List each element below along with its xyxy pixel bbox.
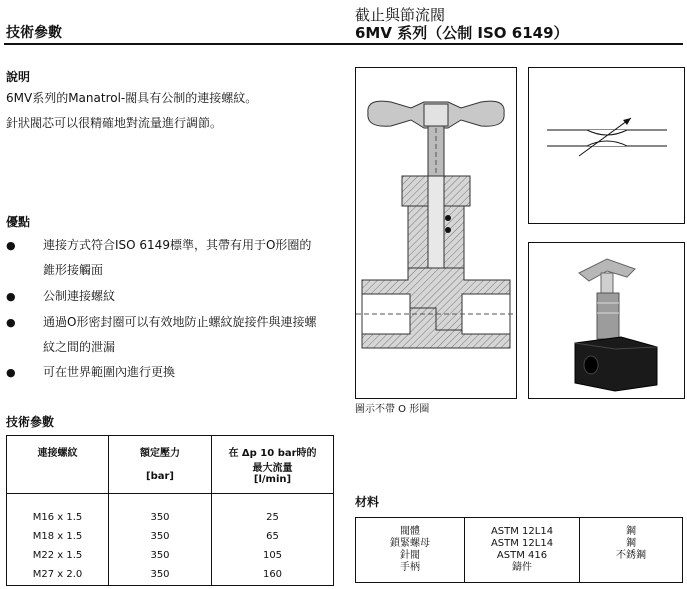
description-line-2: 針狀閥芯可以很精確地對流量進行調節。	[6, 116, 223, 130]
material-spec: ASTM 12L14	[490, 526, 554, 537]
bullet-icon: ●	[6, 290, 16, 303]
bullet-icon: ●	[6, 366, 16, 379]
material-part: 手柄	[400, 562, 420, 573]
table-cell-pressure: 350	[150, 569, 170, 580]
advantage-item: ● 可在世界範圍內進行更換	[0, 360, 345, 385]
col-header-flow-unit: [l/min]	[253, 474, 292, 485]
material-spec: ASTM 416	[496, 550, 548, 561]
table-cell-thread: M16 x 1.5	[32, 512, 83, 523]
product-category: 截止與節流閥	[355, 6, 446, 24]
table-cell-flow: 65	[266, 531, 279, 542]
advantage-item: ● 公制連接螺紋	[0, 284, 345, 309]
product-series-title: 6MV 系列（公制 ISO 6149）	[355, 24, 569, 42]
col-header-flow: 在 Δp 10 bar時的	[228, 448, 317, 459]
material-part: 針閥	[400, 550, 420, 561]
tech-title: 技術參數	[6, 415, 55, 429]
table-cell-thread: M18 x 1.5	[32, 531, 83, 542]
table-cell-pressure: 350	[150, 531, 170, 542]
material-part: 閥體	[400, 526, 420, 537]
figure-caption: 圖示不帶 O 形圈	[355, 404, 430, 415]
material-spec: ASTM 12L14	[490, 538, 554, 549]
table-cell-flow: 25	[266, 512, 279, 523]
throttle-valve-symbol-icon	[529, 68, 684, 223]
hydraulic-symbol-box	[528, 67, 685, 224]
bullet-icon: ●	[6, 239, 16, 252]
page-section-title: 技術參數	[6, 25, 62, 41]
material-part: 鎖緊螺母	[390, 538, 430, 549]
material-type: 鋼	[626, 538, 636, 549]
valve-photo-icon	[529, 243, 684, 398]
materials-table	[355, 517, 683, 583]
description-title: 說明	[6, 70, 31, 84]
valve-section-icon	[356, 68, 516, 398]
description-line-1: 6MV系列的Manatrol-閥具有公制的連接螺紋。	[6, 91, 258, 105]
header-divider	[4, 43, 683, 45]
col-header-pressure-unit: [bar]	[146, 471, 174, 482]
bullet-icon: ●	[6, 316, 16, 329]
table-cell-pressure: 350	[150, 550, 170, 561]
col-header-flow-l2: 最大流量	[252, 463, 293, 474]
table-cell-pressure: 350	[150, 512, 170, 523]
tech-spec-table	[6, 435, 334, 586]
valve-cross-section-drawing	[355, 67, 517, 399]
material-type: 不銹鋼	[616, 550, 646, 561]
table-cell-thread: M22 x 1.5	[32, 550, 83, 561]
product-photo	[528, 242, 685, 399]
table-cell-flow: 105	[262, 550, 283, 561]
material-type: 鋼	[626, 526, 636, 537]
col-header-thread: 連接螺紋	[37, 448, 78, 459]
advantage-item: ● 連接方式符合ISO 6149標準，其帶有用于O形圈的 錐形接觸面	[0, 233, 345, 283]
advantages-title: 優點	[6, 215, 31, 229]
materials-title: 材料	[355, 495, 380, 509]
material-spec: 鑄件	[512, 562, 532, 573]
advantage-item: ● 通過O形密封圈可以有效地防止螺紋旋接件與連接螺 紋之間的泄漏	[0, 310, 345, 360]
col-header-pressure: 額定壓力	[140, 448, 180, 459]
table-cell-thread: M27 x 2.0	[32, 569, 83, 580]
table-cell-flow: 160	[262, 569, 283, 580]
